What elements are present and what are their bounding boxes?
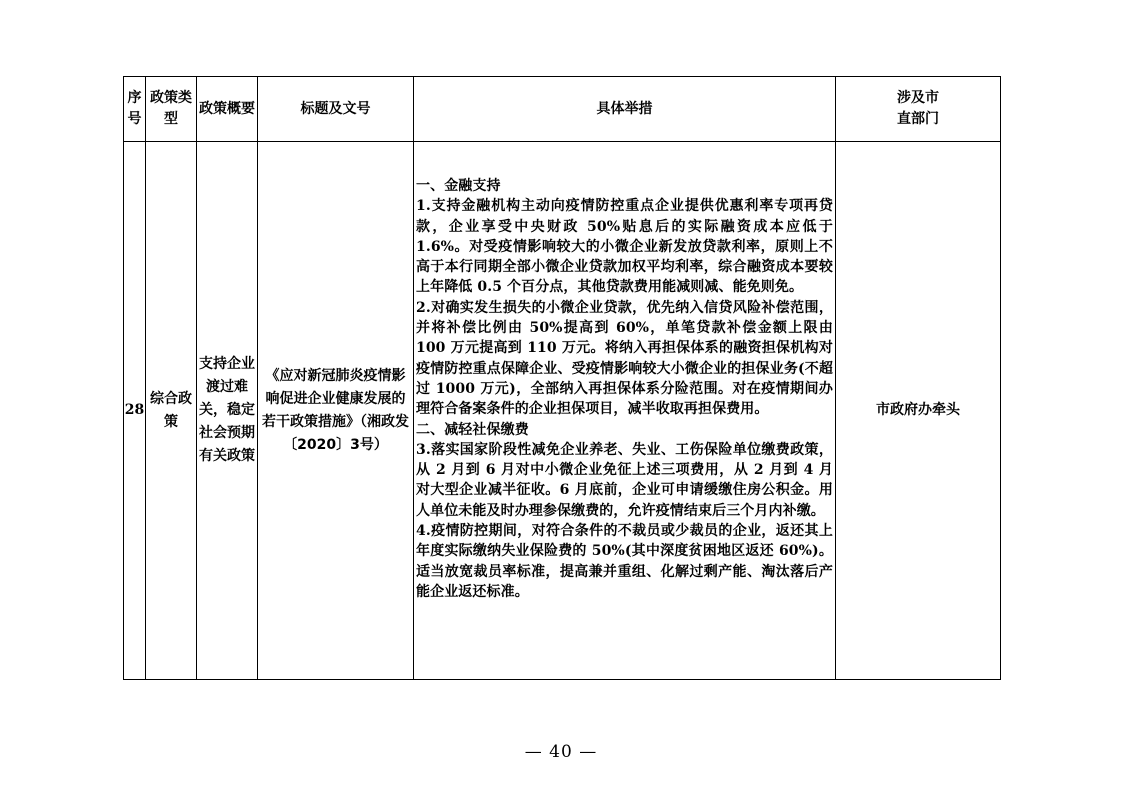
header-seq: 序号 — [124, 77, 146, 142]
header-policy-type: 政策类型 — [146, 77, 197, 142]
measure-item-2: 2.对确实发生损失的小微企业贷款，优先纳入信贷风险补偿范围，并将补偿比例由 50%提高到 60%，单笔贷款补偿金额上限由 100 万元提高到 110 万元。将纳入再担保体系的融资担保机构对疫情防控重点保障企业、受疫情影响较大小微企业的担保业务(不超过 1000 万元)，全部纳入再担保体系分险范围。对在疫情期间办理符合备案条件的企业担保项目，减半收取再担保费用。 — [416, 299, 833, 418]
page-number: — 40 — — [524, 742, 598, 762]
cell-measures — [414, 142, 836, 680]
measure-item-4: 4.疫情防控期间，对符合条件的不裁员或少裁员的企业，返还其上年度实际缴纳失业保险费的 50%(其中深度贫困地区返还 60%)。适当放宽裁员率标准，提高兼并重组、化解过剩产能、淘汰落后产能企业返还标准。 — [416, 523, 833, 600]
header-title-doc: 标题及文号 — [258, 77, 414, 142]
cell-policy-type: 综合政策 — [146, 142, 197, 680]
cell-title-doc: 《应对新冠肺炎疫情影响促进企业健康发展的若干政策措施》（湘政发〔2020〕3号） — [258, 142, 414, 680]
measure-item-1: 1.支持金融机构主动向疫情防控重点企业提供优惠利率专项再贷款，企业享受中央财政 50%贴息后的实际融资成本应低于 1.6%。对受疫情影响较大的小微企业新发放贷款利率，原则上不高于本行同期全部小微企业贷款加权平均利率，综合融资成本要较上年降低 0.5 个百分点，其他贷款费用能减则减、能免则免。 — [416, 198, 833, 296]
cell-seq: 28 — [124, 142, 146, 680]
table-row — [124, 142, 1001, 680]
measure-item-3: 3.落实国家阶段性减免企业养老、失业、工伤保险单位缴费政策，从 2 月到 6 月对中小微企业免征上述三项费用，从 2 月到 4 月对大型企业减半征收。6 月底前，企业可申请缓缴住房公积金。用人单位未能及时办理参保缴费的，允许疫情结束后三个月内补缴。 — [416, 441, 833, 519]
header-row — [124, 77, 1001, 142]
cell-policy-summary: 支持企业渡过难关，稳定社会预期有关政策 — [197, 142, 258, 680]
measure-heading-finance: 一、金融支持 — [416, 178, 501, 194]
header-measures: 具体举措 — [414, 77, 836, 142]
header-departments: 涉及市直部门 — [836, 77, 1001, 142]
measure-heading-social-security: 二、减轻社保缴费 — [416, 421, 529, 438]
policy-table — [123, 76, 1001, 680]
cell-departments: 市政府办牵头 — [836, 142, 1001, 680]
header-policy-summary: 政策概要 — [197, 77, 258, 142]
